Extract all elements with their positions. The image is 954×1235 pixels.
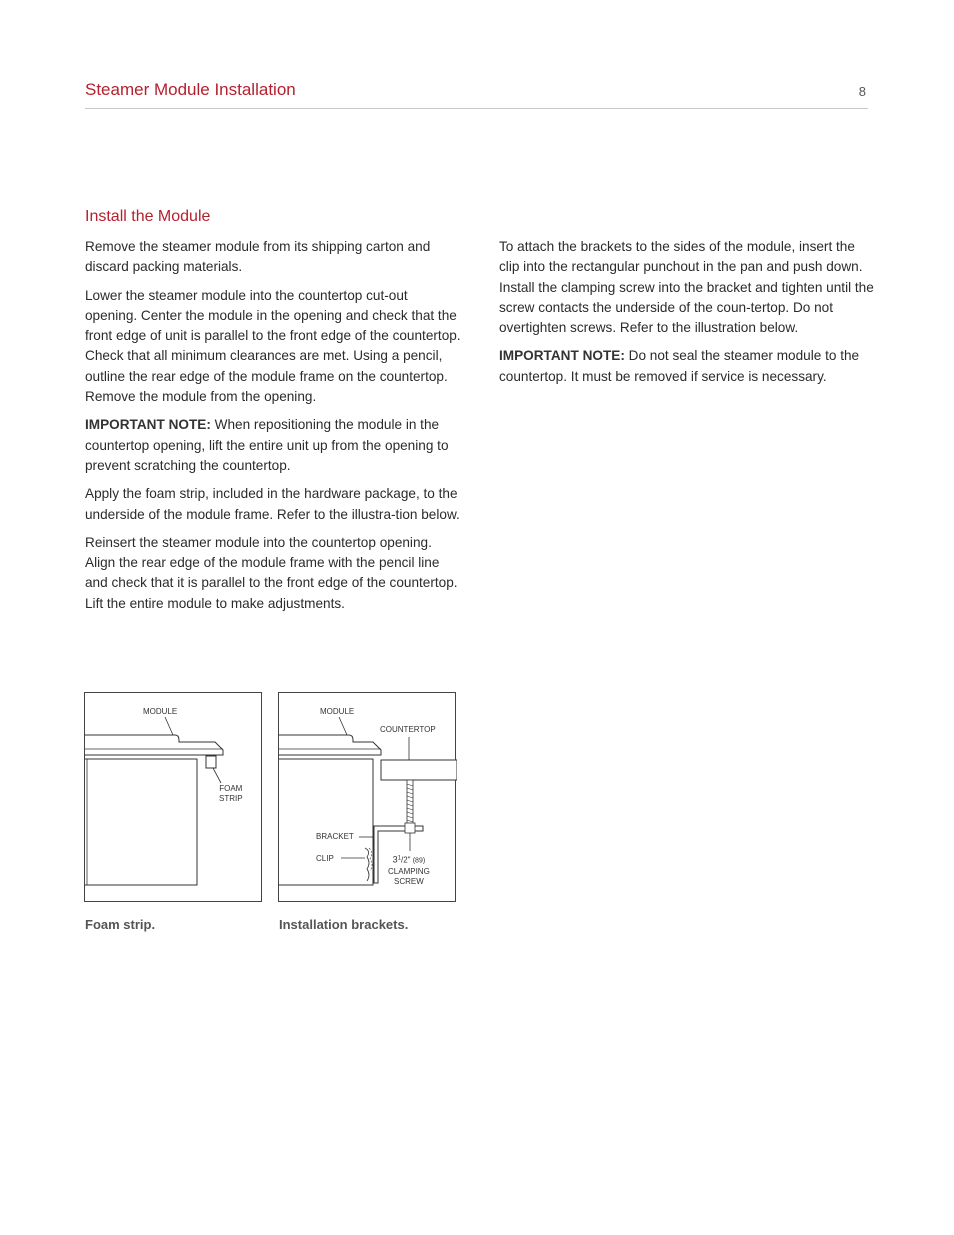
installation-brackets-caption: Installation brackets. — [279, 917, 409, 932]
section-heading: Install the Module — [85, 208, 211, 225]
important-note-text: When repositioning the module in the countertop opening, lift the entire unit up from the opening to prevent scratching the countertop. — [85, 417, 449, 473]
paragraph: Apply the foam strip, included in the hardware package, to the underside of the module frame. Refer to the illustra-tion below. — [85, 486, 460, 522]
important-note-text: Do not seal the steamer module to the countertop. It must be removed if service is necessary. — [499, 348, 860, 384]
left-column — [85, 237, 463, 622]
paragraph: Lower the steamer module into the countertop cut-out opening. Center the module in the opening and check that the front edge of unit is parallel to the front edge of the countertop. Check that all minimum clearances are met. Using a pencil, outline the rear edge of the module frame on the countertop. Remove the module from the opening. — [85, 287, 461, 405]
right-column — [499, 237, 877, 395]
foam-strip-caption: Foam strip. — [85, 917, 156, 932]
foam-strip-label: FOAM STRIP — [219, 784, 243, 803]
page-number: 8 — [858, 84, 866, 99]
screw-size: $3^1/2$" (89) — [392, 854, 426, 865]
important-note-label: IMPORTANT NOTE: — [85, 417, 211, 433]
paragraph: To attach the brackets to the sides of the module, insert the clip into the rectangular punchout in the pan and push down. Install the clamping screw into the bracket and tighten until the screw contacts the underside of the coun-tertop. Do not overtighten screws. Refer to the illustration below. — [499, 239, 874, 336]
countertop-label: COUNTERTOP — [380, 725, 436, 734]
module-label: MODULE — [320, 707, 355, 716]
important-note-label: IMPORTANT NOTE: — [499, 348, 625, 364]
page-header-title: Steamer Module Installation — [85, 80, 296, 99]
bracket-label: BRACKET — [316, 832, 354, 841]
paragraph: Remove the steamer module from its shipping carton and discard packing materials. — [85, 239, 431, 275]
installation-brackets-illustration — [278, 692, 456, 902]
clamping-screw-label: $3^1/2$" (89) CLAMPING SCREW — [388, 854, 430, 886]
important-note-paragraph — [499, 346, 877, 387]
paragraph: Reinsert the steamer module into the countertop opening. Align the rear edge of the module frame with the pencil line and check that it is parallel to the front edge of the countertop. Lift the entire module to make adjustments. — [85, 534, 458, 611]
important-note-paragraph — [85, 415, 463, 476]
header-divider — [85, 108, 868, 109]
clip-label: CLIP — [316, 854, 334, 863]
module-label: MODULE — [143, 707, 178, 716]
foam-strip-illustration — [84, 692, 262, 902]
